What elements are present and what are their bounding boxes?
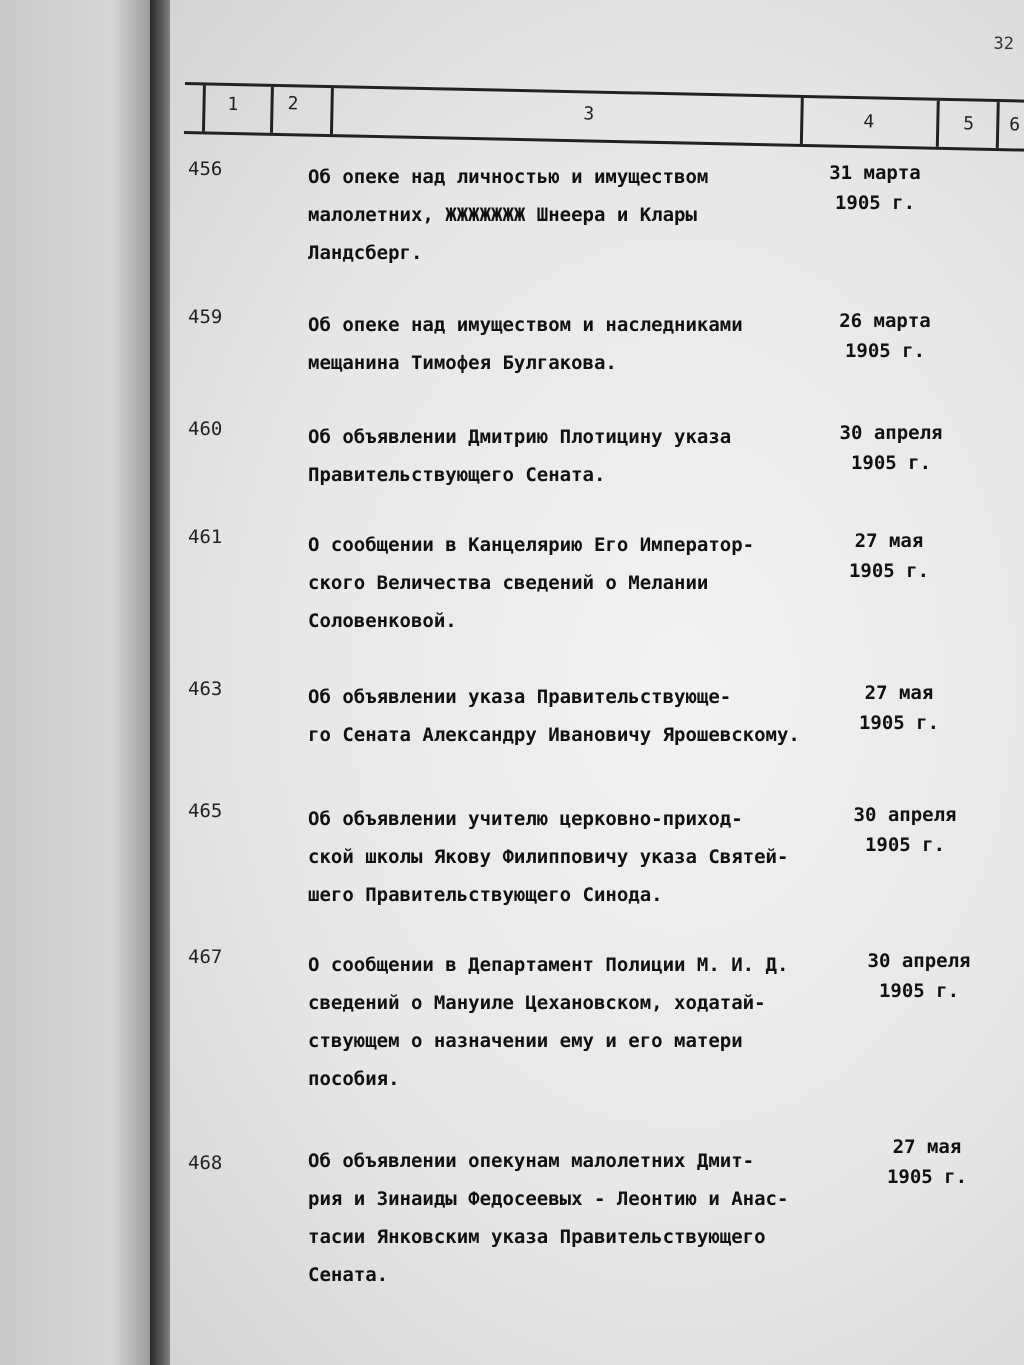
entry-date: 30 апреля 1905 г. xyxy=(853,804,957,856)
entry-description: Об объявлении указа Правительствующе- го Сената Александру Ивановичу Ярошевскому. xyxy=(308,686,800,746)
column-header-4: 4 xyxy=(800,98,937,147)
column-header xyxy=(184,82,1024,152)
column-header-6: 6 xyxy=(996,102,1024,149)
entry-date: 26 марта 1905 г. xyxy=(839,310,931,362)
entry-description: О сообщении в Департамент Полиции М. И. Д. сведений о Мануиле Цехановском, ходатай- ствующем о назначении ему и его матери пособия. xyxy=(308,954,789,1090)
entry-number: 460 xyxy=(188,418,223,440)
column-header-1: 1 xyxy=(202,85,271,132)
entry-date: 27 мая 1905 г. xyxy=(886,1136,968,1188)
entry-description: Об объявлении опекунам малолетних Дмит- рия и Зинаиды Федосеевых - Леонтию и Анас- тасии Янковским указа Правительствующего Сената. xyxy=(308,1150,789,1286)
column-header-3: 3 xyxy=(330,88,801,144)
entry-description: О сообщении в Канцелярию Его Император- ского Величества сведений о Мелании Соловенковой. xyxy=(308,534,755,632)
column-header-2: 2 xyxy=(270,87,331,134)
entry-description: Об объявлении учителю церковно-приход- ской школы Якову Филипповичу указа Святей- шего Правительствующего Синода. xyxy=(308,808,789,906)
page-number: 32 xyxy=(993,34,1014,54)
entry-description: Об опеке над имуществом и наследниками мещанина Тимофея Булгакова. xyxy=(308,314,743,374)
entry-date: 31 марта 1905 г. xyxy=(829,162,921,214)
entry-number: 459 xyxy=(188,306,223,328)
entry-number: 461 xyxy=(188,526,223,548)
entry-description: Об опеке над личностью и имуществом малолетних, ЖЖЖЖЖЖЖ Шнеера и Клары Ландсберг. xyxy=(308,166,709,264)
column-header-5: 5 xyxy=(936,101,997,148)
facing-page xyxy=(0,0,160,1365)
entry-number: 467 xyxy=(188,946,223,968)
document-page xyxy=(170,0,1024,1365)
entry-date: 30 апреля 1905 г. xyxy=(867,950,971,1002)
entry-number: 463 xyxy=(188,678,223,700)
entry-number: 465 xyxy=(188,800,223,822)
entry-date: 30 апреля 1905 г. xyxy=(839,422,943,474)
entry-number: 456 xyxy=(188,158,223,180)
entry-date: 27 мая 1905 г. xyxy=(848,530,930,582)
entry-description: Об объявлении Дмитрию Плотицину указа Правительствующего Сената. xyxy=(308,426,732,486)
entry-date: 27 мая 1905 г. xyxy=(858,682,940,734)
entry-number: 468 xyxy=(188,1152,223,1174)
